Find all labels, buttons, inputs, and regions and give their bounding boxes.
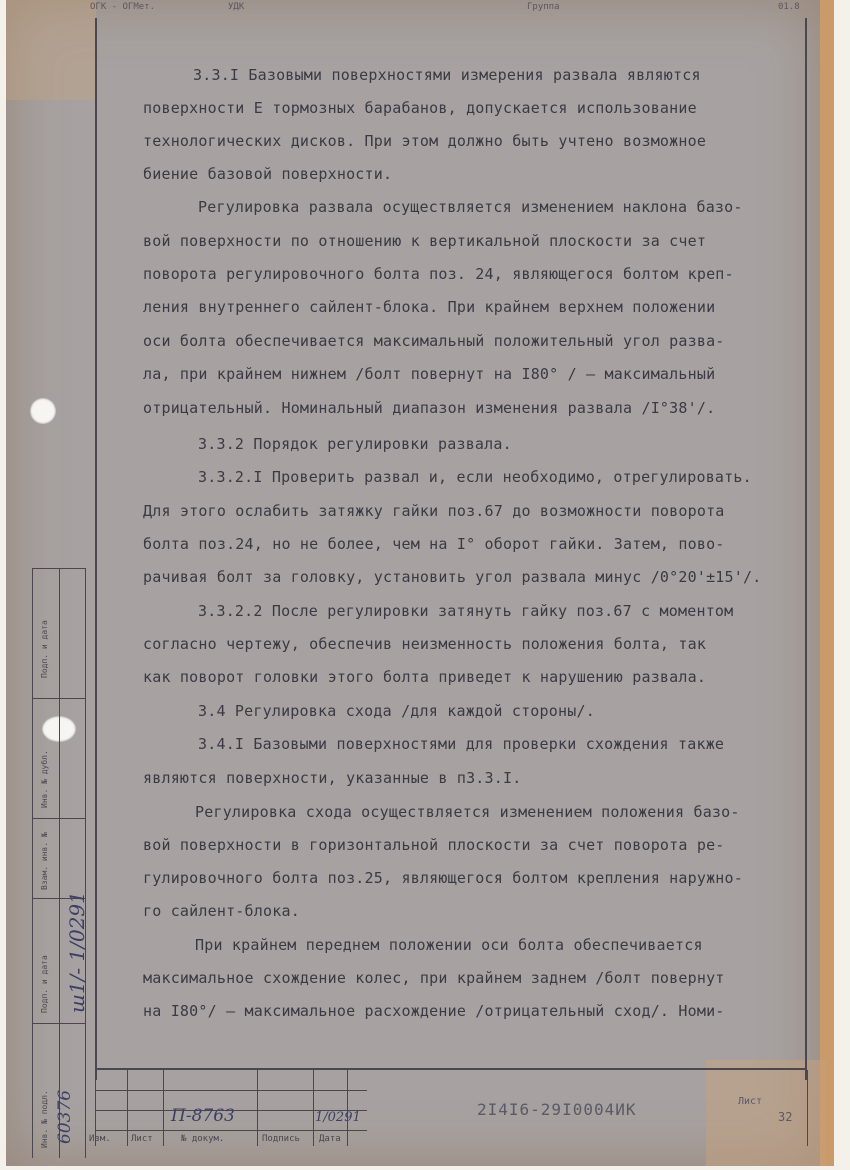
text-line: 3.3.I Базовыми поверхностями измерения развала являются (193, 66, 701, 84)
stamp-doc-number: П-8763 (171, 1106, 235, 1126)
text-line: вой поверхности в горизонтальной плоскости за счет поворота ре- (143, 836, 725, 854)
stamp-divider (163, 1070, 164, 1146)
stamp-divider (313, 1070, 314, 1146)
sheet-number: 32 (778, 1110, 793, 1124)
text-line: как поворот головки этого болта приведет к нарушению развала. (143, 668, 707, 686)
text-line: рачивая болт за головку, установить угол развала минус /0°20'±15'/. (143, 568, 762, 586)
text-line: оси болта обеспечивается максимальный положительный угол разва- (143, 332, 725, 350)
strip-divider (33, 568, 85, 569)
text-line: 3.4 Регулировка схода /для каждой стороны/. (198, 702, 595, 720)
text-line: поверхности Е тормозных барабанов, допускается использование (143, 99, 697, 117)
stamp-caption-sheet: Лист (131, 1134, 153, 1144)
text-line: поворота регулировочного болта поз. 24, являющегося болтом креп- (143, 265, 734, 283)
text-line: Регулировка схода осуществляется изменением положения базо- (195, 803, 740, 821)
side-title-strip (32, 568, 89, 1158)
stamp-divider (95, 1090, 367, 1091)
text-line: на I80°/ — максимальное расхождение /отрицательный сход/. Номи- (143, 1002, 725, 1020)
caption-orig-inv: Инв. № подл. (40, 1090, 49, 1148)
caption-replace-inv: Взам. инв. № (40, 832, 49, 890)
strip-divider (33, 1023, 85, 1024)
text-line: биение базовой поверхности. (143, 165, 393, 183)
header-udk: УДК (228, 2, 245, 12)
stamp-divider (807, 1070, 808, 1146)
stamp-caption-docnum: № докум. (181, 1134, 225, 1144)
text-line: максимальное схождение колес, при крайнем заднем /болт повернут (143, 969, 725, 987)
text-line: го сайлент-блока. (143, 902, 300, 920)
text-line: 3.3.2 Порядок регулировки развала. (198, 435, 512, 453)
caption-sign-date-2: Подп. и дата (40, 955, 49, 1013)
stamp-divider (347, 1070, 348, 1146)
text-line: согласно чертежу, обеспечив неизменность положения болта, так (143, 635, 707, 653)
strip-divider (33, 698, 85, 699)
stamp-caption-change: Изм. (89, 1134, 111, 1144)
header-group: Группа (527, 2, 560, 12)
text-line: 3.4.I Базовыми поверхностями для проверки схождения также (198, 735, 725, 753)
text-line: ления внутреннего сайлент-блока. При крайнем верхнем положении (143, 298, 716, 316)
strip-divider (33, 818, 85, 819)
text-line: ла, при крайнем нижнем /болт повернут на I80° / — максимальный (143, 365, 716, 383)
text-line: Для этого ослабить затяжку гайки поз.67 до возможности поворота (143, 502, 725, 520)
strip-divider (59, 568, 60, 1158)
stamp-caption-date: Дата (319, 1134, 341, 1144)
caption-sign-date: Подп. и дата (40, 620, 49, 678)
header-code: 01.8 (778, 2, 800, 12)
text-line: гулировочного болта поз.25, являющегося болтом крепления наружно- (143, 869, 743, 887)
punch-hole (30, 398, 56, 424)
text-line: отрицательный. Номинальный диапазон изменения развала /I°38'/. (143, 399, 716, 417)
caption-dup-inv: Инв. № дубл. (40, 750, 49, 808)
text-line: 3.3.2.I Проверить развал и, если необходимо, отрегулировать. (198, 468, 752, 486)
stamp-caption-signature: Подпись (262, 1134, 300, 1144)
text-line: вой поверхности по отношению к вертикальной плоскости за счет (143, 232, 707, 250)
handwritten-signature: ш1/- 1/0291 (65, 891, 89, 1013)
text-line: Регулировка развала осуществляется изменением наклона базо- (198, 198, 743, 216)
stamp-divider (95, 1130, 367, 1131)
text-line: технологических дисков. При этом должно быть учтено возможное (143, 132, 707, 150)
text-line: 3.3.2.2 После регулировки затянуть гайку поз.67 с моментом (198, 602, 734, 620)
stamp-divider (127, 1070, 128, 1146)
header-department: ОГК - ОГМет. (90, 2, 156, 12)
text-line: являются поверхности, указанные в п3.3.I. (143, 769, 522, 787)
text-line: болта поз.24, но не более, чем на I° оборот гайки. Затем, пово- (143, 535, 725, 553)
sheet-caption: Лист (738, 1096, 763, 1107)
title-block (89, 1068, 807, 1146)
paper-stain (6, 0, 96, 100)
document-code: 2I4I6-29I0004ИК (477, 1100, 637, 1119)
stamp-date: 1/0291 (315, 1110, 361, 1125)
stamp-divider (257, 1070, 258, 1146)
text-line: При крайнем переднем положении оси болта обеспечивается (195, 936, 703, 954)
inventory-number: 60376 (55, 1089, 75, 1144)
